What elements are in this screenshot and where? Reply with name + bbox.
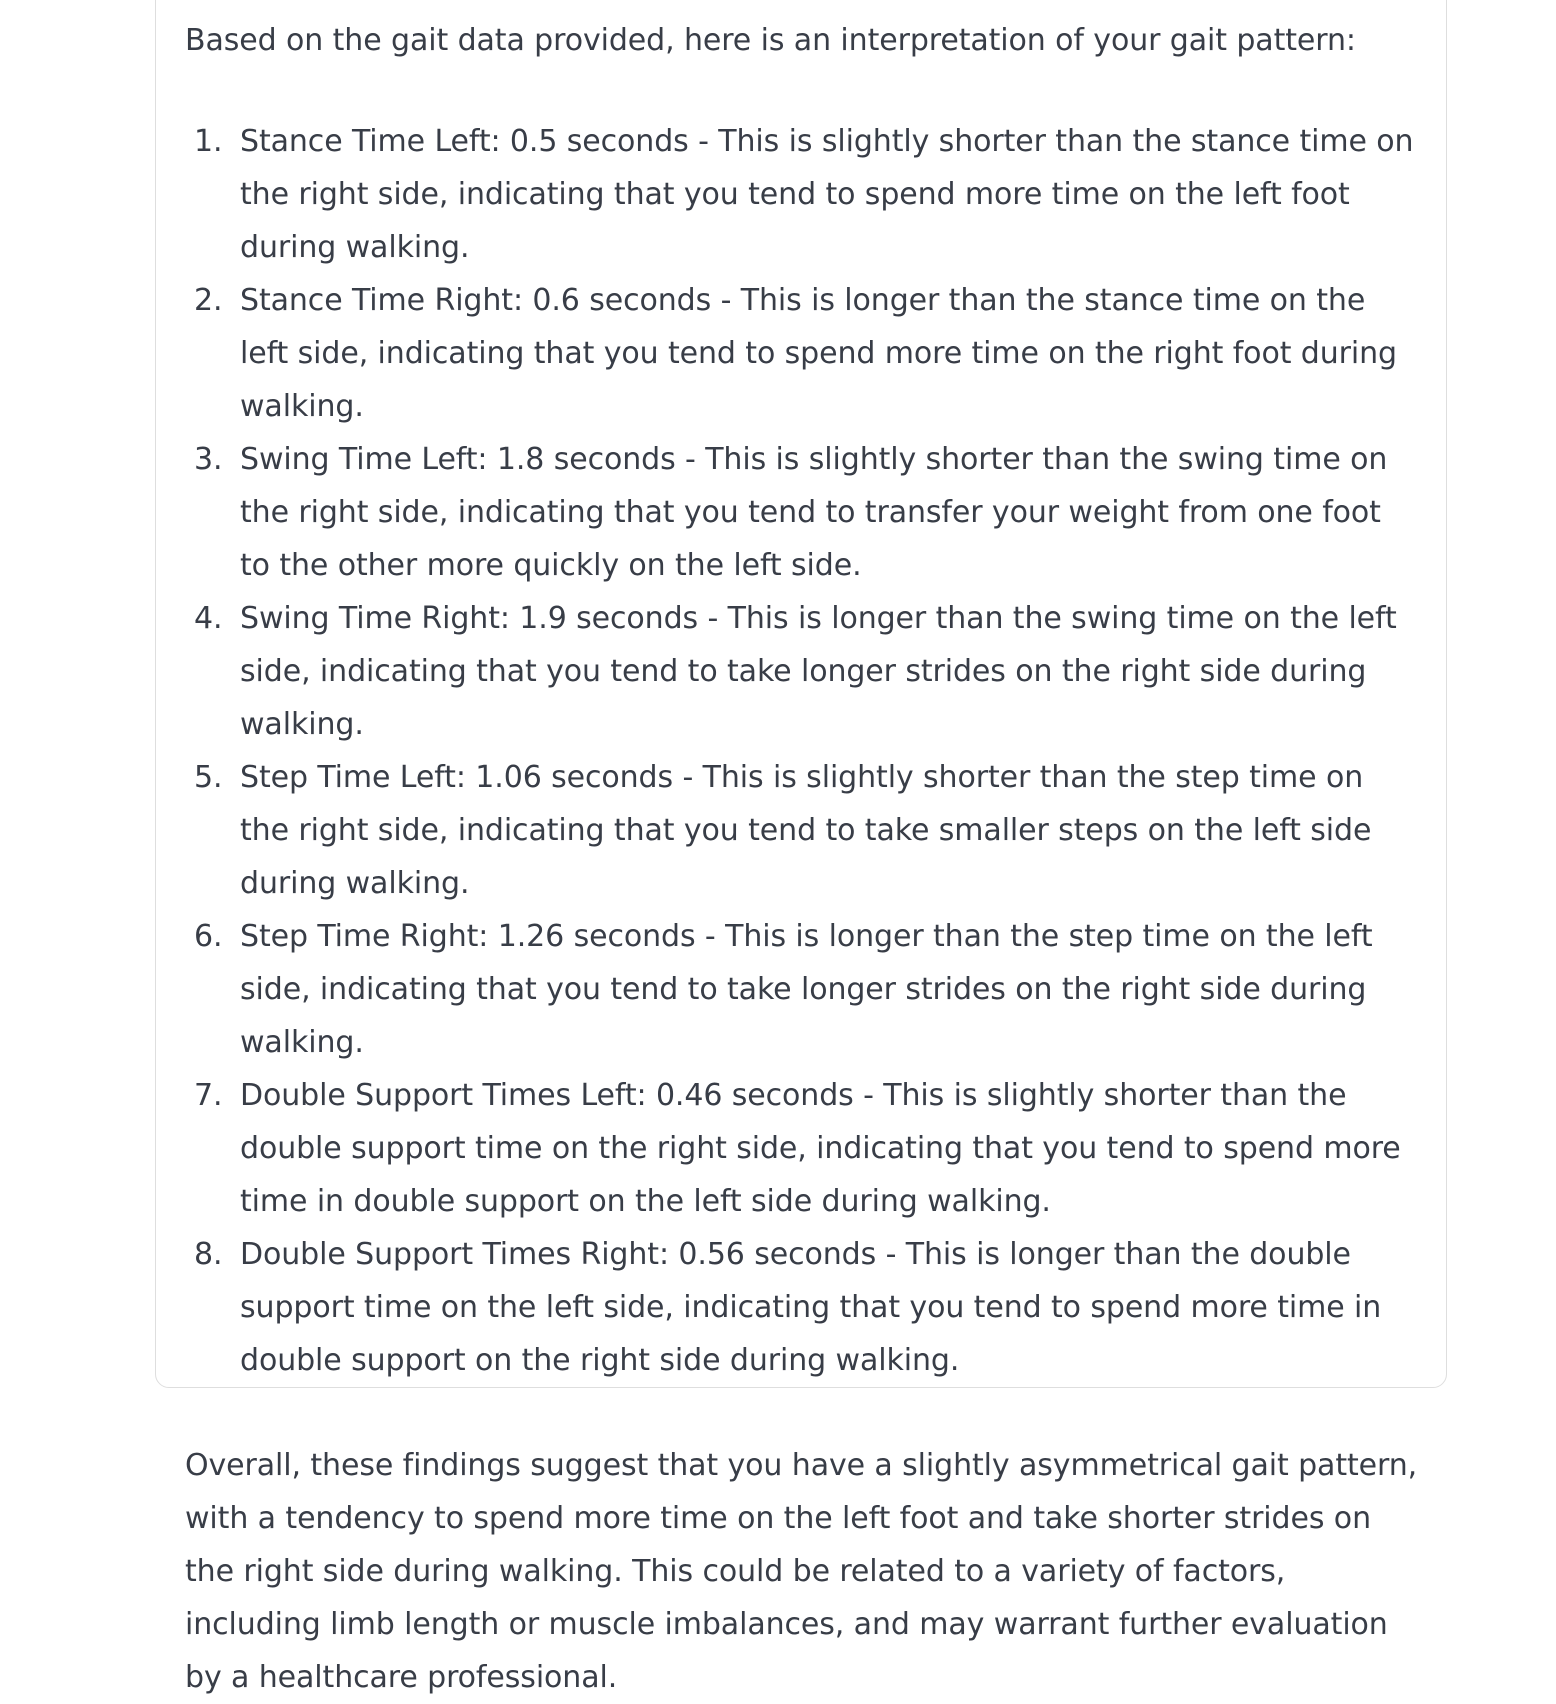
- finding-text: Step Time Right: 1.26 seconds - This is longer than the step time on the left side, indicating that you tend to take longer strides on the right side during walking.: [240, 919, 1373, 1060]
- list-item: [185, 592, 1420, 751]
- finding-text: Stance Time Left: 0.5 seconds - This is slightly shorter than the stance time on the right side, indicating that you tend to spend more time on the left foot during walking.: [240, 124, 1414, 265]
- finding-text: Swing Time Right: 1.9 seconds - This is longer than the swing time on the left side, indicating that you tend to take longer strides on the right side during walking.: [240, 601, 1397, 742]
- list-item: [185, 1228, 1420, 1387]
- summary-paragraph: Overall, these findings suggest that you have a slightly asymmetrical gait pattern, with a tendency to spend more time on the left foot and take shorter strides on the right side during walking. This could be related to a variety of factors, including limb length or muscle imbalances, and may warrant further evaluation by a healthcare professional.: [185, 1448, 1418, 1695]
- list-item: [185, 115, 1420, 274]
- finding-text: Double Support Times Right: 0.56 seconds - This is longer than the double support time on the left side, indicating that you tend to spend more time in double support on the right side during walking.: [240, 1237, 1382, 1378]
- list-item: [185, 751, 1420, 910]
- list-item: [185, 433, 1420, 592]
- list-item: [185, 274, 1420, 433]
- intro-paragraph: Based on the gait data provided, here is an interpretation of your gait pattern:: [185, 23, 1356, 58]
- finding-text: Double Support Times Left: 0.46 seconds - This is slightly shorter than the double support time on the right side, indicating that you tend to spend more time in double support on the left side during walking.: [240, 1078, 1401, 1219]
- assistant-response-card: [155, 0, 1447, 1695]
- gait-findings-list: [185, 115, 1420, 1387]
- response-body: [185, 1, 1420, 1704]
- list-item: [185, 1069, 1420, 1228]
- finding-text: Swing Time Left: 1.8 seconds - This is slightly shorter than the swing time on the right side, indicating that you tend to transfer your weight from one foot to the other more quickly on the left side.: [240, 442, 1388, 583]
- list-item: [185, 910, 1420, 1069]
- finding-text: Step Time Left: 1.06 seconds - This is slightly shorter than the step time on the right side, indicating that you tend to take smaller steps on the left side during walking.: [240, 760, 1372, 901]
- finding-text: Stance Time Right: 0.6 seconds - This is longer than the stance time on the left side, indicating that you tend to spend more time on the right foot during walking.: [240, 283, 1397, 424]
